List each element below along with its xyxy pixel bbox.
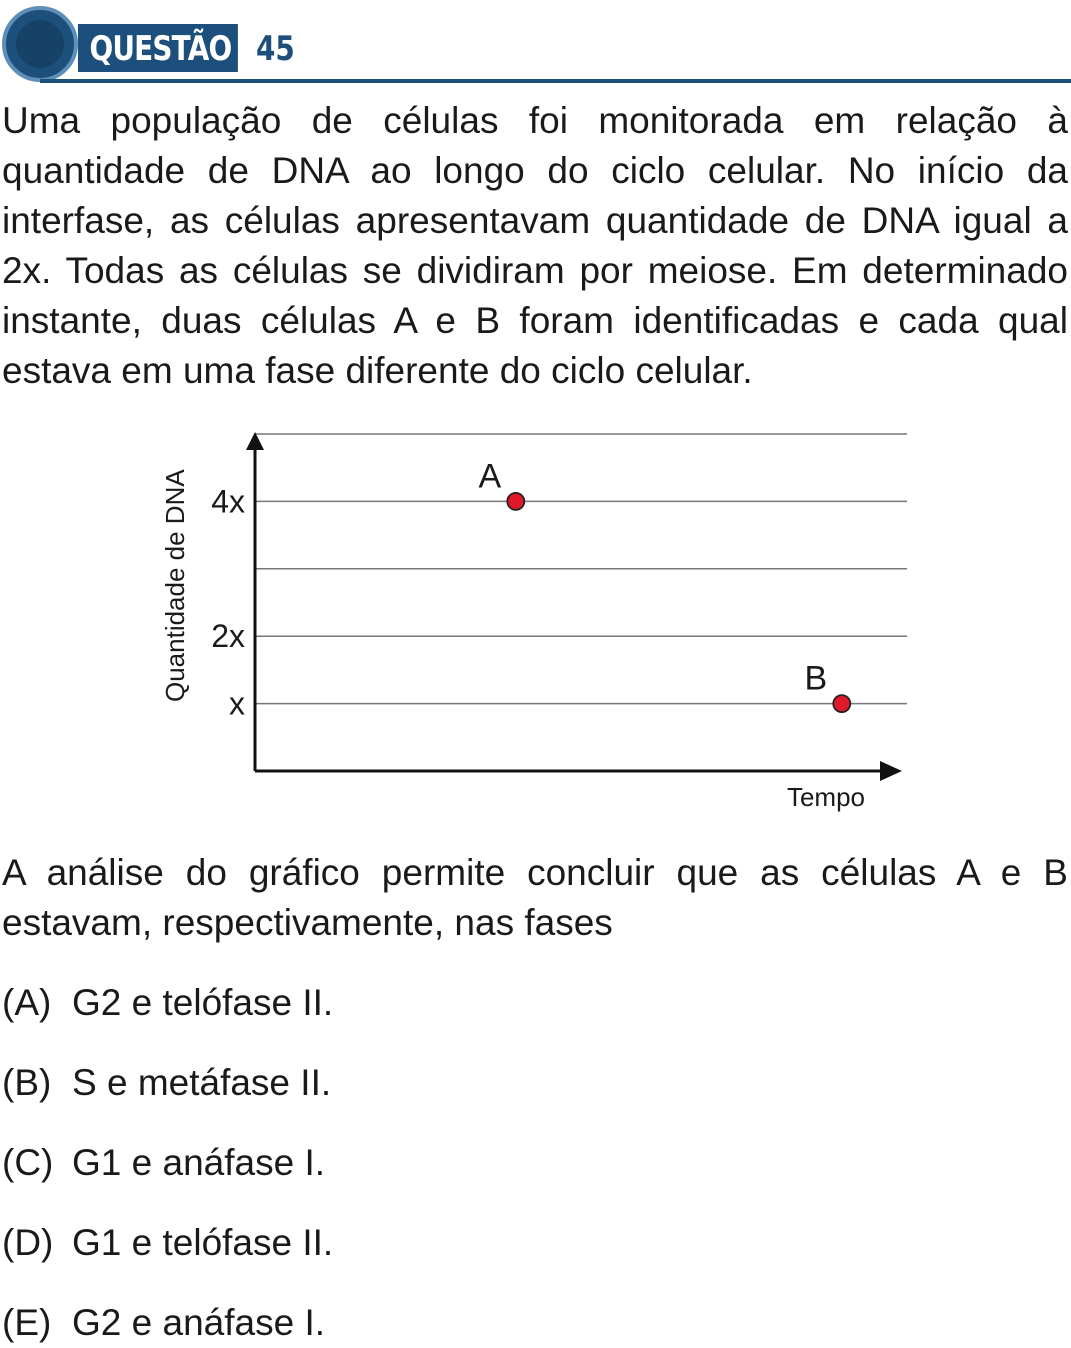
question-number: 45	[256, 29, 295, 69]
question-label: QUESTÃO	[78, 24, 238, 72]
dna-quantity-chart	[150, 420, 910, 820]
question-prompt: A análise do gráfico permite concluir que as células A e B estavam, respectivamente, nas fases	[2, 852, 1068, 943]
y-axis-label: Quantidade de DNA	[160, 469, 190, 703]
option-a-letter: (A)	[2, 982, 52, 1023]
option-e-text: G2 e anáfase I.	[72, 1302, 326, 1343]
x-axis-label: Tempo	[786, 782, 866, 812]
option-b-letter: (B)	[2, 1062, 52, 1103]
option-c[interactable]	[2, 1138, 325, 1188]
option-a-text: G2 e telófase II.	[72, 982, 334, 1023]
option-c-letter: (C)	[2, 1142, 54, 1183]
option-a[interactable]	[2, 978, 333, 1028]
y-tick-label-x: x	[229, 685, 245, 722]
option-c-text: G1 e anáfase I.	[72, 1142, 326, 1183]
point-a	[507, 493, 524, 510]
x-axis-arrow-icon	[880, 761, 902, 781]
option-b-text: S e metáfase II.	[72, 1062, 332, 1103]
badge-circle-icon	[2, 6, 78, 82]
question-stem: Uma população de células foi monitorada em relação à quantidade de DNA ao longo do ciclo celular. No início da interfase, as células apresentavam quantidade de DNA igual a 2x. Todas as células se dividiram por meiose. Em determinado instante, duas células A e B foram identificadas e cada qual estava em uma fase diferente do ciclo celular.	[2, 100, 1068, 391]
option-e[interactable]	[2, 1298, 325, 1348]
y-tick-label-2x: 2x	[211, 618, 245, 655]
option-d-letter: (D)	[2, 1222, 54, 1263]
point-label-b: B	[804, 659, 828, 698]
header-divider	[40, 79, 1071, 83]
point-label-a: A	[478, 457, 502, 496]
badge-circle-inner	[16, 20, 64, 68]
point-b	[833, 695, 850, 712]
option-b[interactable]	[2, 1058, 331, 1108]
option-d[interactable]	[2, 1218, 333, 1268]
option-e-letter: (E)	[2, 1302, 52, 1343]
y-tick-label-4x: 4x	[211, 483, 245, 520]
question-header	[0, 0, 1071, 90]
option-d-text: G1 e telófase II.	[72, 1222, 334, 1263]
